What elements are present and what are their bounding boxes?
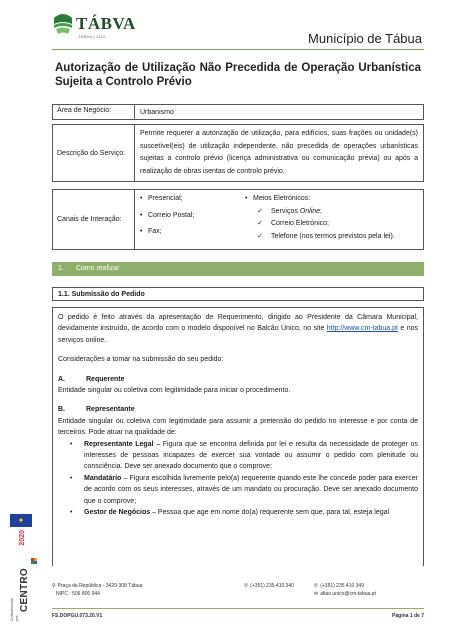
representante-heading: B. Representante <box>58 406 135 414</box>
canais-value <box>135 190 423 249</box>
page-header <box>0 0 474 52</box>
footer-nipc: NIPC : 506 806 944 <box>56 591 100 597</box>
canais-meios-list <box>245 193 395 243</box>
requerente-text: Entidade singular ou coletiva com legitimidade para iniciar o procedimento. <box>58 387 291 395</box>
portugal2020-mark-icon <box>31 558 37 564</box>
footer-divider <box>52 608 424 609</box>
canais-row <box>53 190 423 249</box>
list-item: • Meios Eletrónicos: <box>245 195 311 202</box>
checkmark-icon: ✓ <box>257 220 263 227</box>
mail-icon: ✉ <box>314 591 319 597</box>
list-item: • Gestor de Negócios – Pessoa que age em nome do(a) requerente sem que, para tal, esteja legal <box>70 509 390 517</box>
list-item: ✓ Telefone (nos termos previstos pela lei). <box>245 231 395 244</box>
section-number: 1. <box>58 265 64 272</box>
page-footer <box>52 578 424 622</box>
list-item: ✓ Serviços Online; <box>245 206 395 219</box>
checkmark-icon: ✓ <box>257 207 263 215</box>
logo-wordmark: TÁBVA <box>76 14 136 33</box>
header-divider <box>52 49 424 50</box>
area-value: Urbanismo <box>140 109 174 116</box>
body-content <box>52 307 424 566</box>
logo-subtitle: TÁBVA | 1112 <box>78 34 106 39</box>
footer-phone: ✆ (+351) 235 410 340 <box>244 583 294 589</box>
document-code: FS.DOPGU.073.20.V1 <box>52 613 103 619</box>
document-title: Autorização de Utilização Não Precedida de Operação Urbanística Sujeita a Controlo Prévio <box>55 62 421 88</box>
descricao-value: Permite requerer a autorização de utilização, para edifícios, suas frações ou unidade(s) suscetível(eis) de utilização independente, não precedida de operações urbanísticas sujeitas a controlo prévio (licença administrativa ou comunicação prévia) ou após a realização de obras isentas de controlo prévio. <box>140 130 418 175</box>
descricao-label: Descrição do Serviço: <box>53 125 135 181</box>
footer-email: ✉ altao.unico@cm-tabua.pt <box>314 591 376 597</box>
section-heading <box>52 262 424 276</box>
requerente-heading: A. Requerente <box>58 375 125 383</box>
list-item: • Presencial; <box>140 195 183 202</box>
tabua-logo <box>52 10 136 48</box>
canais-left-list <box>140 193 245 243</box>
representante-text: Entidade singular ou coletiva com legitimidade para assumir a pretensão do pedido no interesse e por conta de terceiros. Pode atuar na qualidade de: <box>58 417 418 437</box>
cofinanciado-text: Cofinanciado por: <box>9 598 19 622</box>
fax-icon: ✆ <box>314 583 319 589</box>
list-item: • Correio Postal; <box>140 211 195 219</box>
descricao-row <box>53 125 423 181</box>
location-pin-icon: ⚲ <box>52 583 56 589</box>
page-number: Página 1 de 7 <box>392 613 424 619</box>
centro2020-logo: CENTRO <box>19 568 30 613</box>
canais-table <box>52 189 424 250</box>
area-row <box>53 105 423 119</box>
list-item: • Mandatário – Figura escolhida livremente pelo(a) requerente quando este lhe concede poder para exercer de acordo com os seus interesses, através de um mandato ou procuração. Deve ser anexado documento que o comprove; <box>70 474 418 505</box>
list-item: ✓ Correio Eletrónico; <box>245 218 395 231</box>
descricao-table <box>52 124 424 182</box>
area-table <box>52 104 424 120</box>
list-item: • Fax; <box>140 228 162 235</box>
subsection-heading: 1.1. Submissão do Pedido <box>52 287 424 301</box>
checkmark-icon: ✓ <box>257 232 263 240</box>
canais-label: Canais de Interação: <box>53 190 135 249</box>
intro-paragraph: O pedido é feito através da apresentação de Requerimento, dirigido ao Presidente da Câmara Municipal, devidamente instruído, de acordo com o modelo disponível no Balcão Único, no site http://www.cm-tabua.pt e nos serviços online. <box>58 314 418 344</box>
footer-fax: ✆ (+351) 235 410 349 <box>314 583 364 589</box>
municipio-title: Município de Tábua <box>308 31 422 46</box>
portugal2020-logo: 2020 <box>19 530 26 546</box>
site-link[interactable]: http://www.cm-tabua.pt <box>326 325 398 333</box>
area-label: Área de Negócio: <box>53 105 135 119</box>
funding-logos <box>7 500 43 620</box>
coat-of-arms-icon <box>52 10 74 36</box>
footer-address: ⚲ Praça da República - 3420-308 Tábua <box>52 583 143 589</box>
consideracoes-text: Considerações a tomar na submissão do seu pedido: <box>58 356 224 364</box>
section-title: Como realizar <box>75 265 120 272</box>
phone-icon: ✆ <box>244 583 249 589</box>
eu-flag-icon: ✦ <box>10 514 32 527</box>
list-item: • Representante Legal – Figura que se encontra definida por lei e resulta da necessidade de proteger os interesses de pessoas incapazes de exercer sua vontade ou assumir o pedido com plenitude ou consciência. Deve ser anexado documento que o comprove; <box>70 440 418 471</box>
